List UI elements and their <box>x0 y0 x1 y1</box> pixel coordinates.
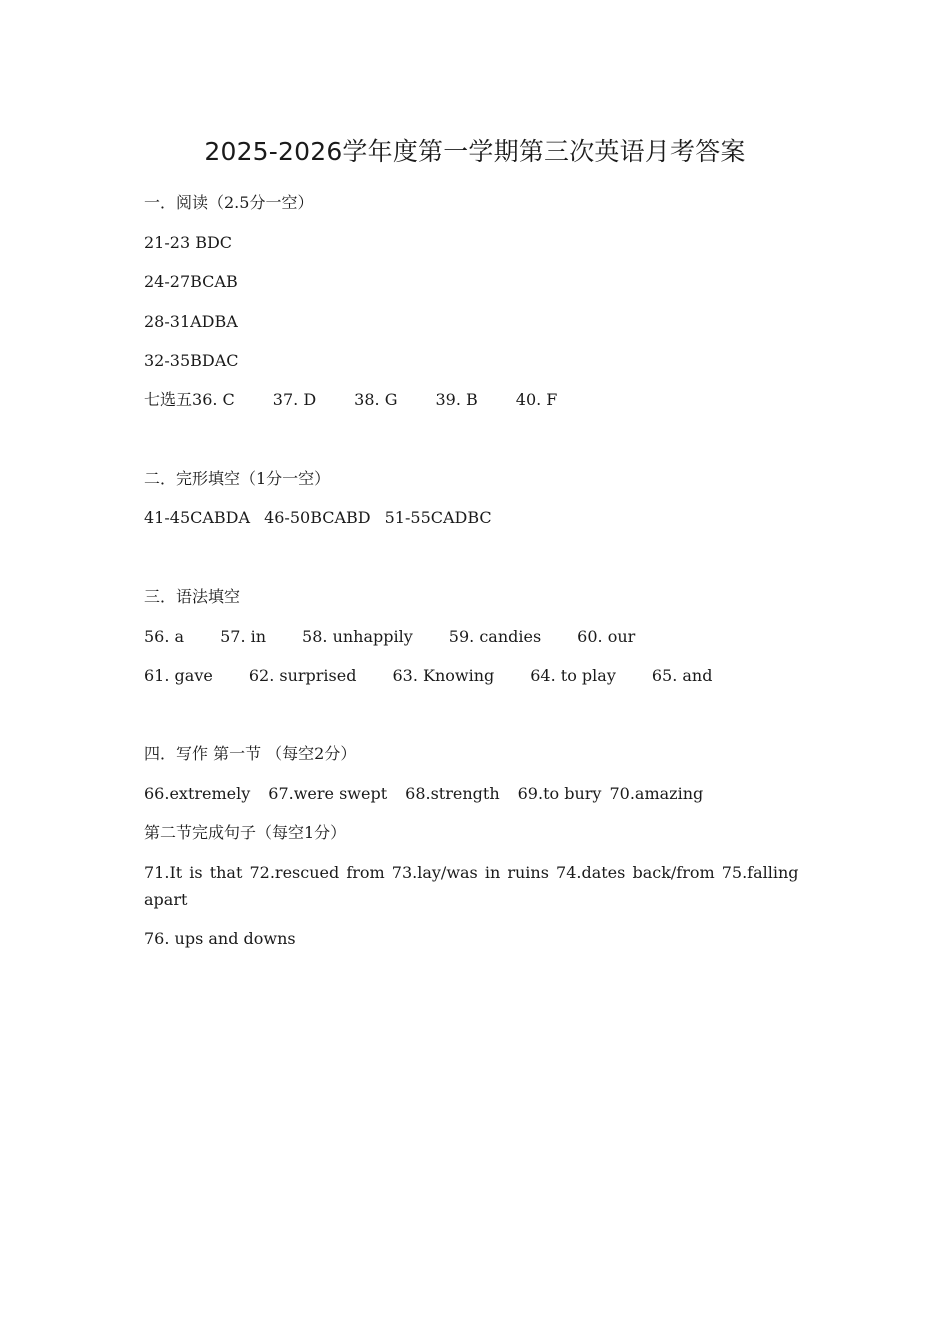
section4-heading: 四．写作 第一节 （每空2分） <box>144 744 357 763</box>
answer-item: 38. G <box>354 390 398 409</box>
answer-item: 59. candies <box>448 627 542 646</box>
answer-item: 46-50BCABD <box>264 508 371 527</box>
writing-part1-line <box>144 781 703 807</box>
answer-item: 64. to play <box>530 666 616 685</box>
section1-heading: 一．阅读（2.5分一空） <box>144 193 314 212</box>
reading-answer-line: 28-31ADBA <box>144 312 238 331</box>
answer-item: 51-55CADBC <box>384 508 492 527</box>
answer-item: 36. C <box>192 390 235 409</box>
cloze-answer-line <box>144 505 492 531</box>
answer-item: 37. D <box>272 390 317 409</box>
writing-part2-answers: 71.It is that 72.rescued from 73.lay/was in ruins 74.dates back/from 75.falling apart <box>144 863 799 909</box>
section3-heading: 三．语法填空 <box>144 587 241 606</box>
answer-item: 39. B <box>435 390 478 409</box>
answer-item: 40. F <box>515 390 558 409</box>
reading-answer-line: 32-35BDAC <box>144 351 239 370</box>
answer-item: 61. gave <box>144 666 213 685</box>
answer-item: 60. our <box>577 627 636 646</box>
answer-item: 56. a <box>144 627 185 646</box>
answer-item: 68.strength <box>405 784 500 803</box>
section2-heading: 二．完形填空（1分一空） <box>144 469 331 488</box>
seven-choose-five-line <box>144 387 557 413</box>
answer-item: 69.to bury <box>517 784 602 803</box>
answer-item: 70.amazing <box>609 784 704 803</box>
seven-choose-five-label: 七选五 <box>144 390 193 409</box>
grammar-answer-row <box>144 624 635 650</box>
writing-part2-heading: 第二节完成句子（每空1分） <box>144 823 347 842</box>
page-title: 2025-2026学年度第一学期第三次英语月考答案 <box>204 137 746 166</box>
answer-item: 58. unhappily <box>302 627 413 646</box>
answer-item: 65. and <box>651 666 713 685</box>
reading-answer-line: 21-23 BDC <box>144 233 233 252</box>
answer-item: 63. Knowing <box>392 666 495 685</box>
answer-item: 57. in <box>220 627 267 646</box>
answer-item: 66.extremely <box>144 784 251 803</box>
grammar-answer-row <box>144 663 712 689</box>
reading-answer-line: 24-27BCAB <box>144 272 238 291</box>
answer-item: 67.were swept <box>268 784 388 803</box>
writing-part2-last: 76. ups and downs <box>144 929 296 948</box>
answer-item: 62. surprised <box>248 666 357 685</box>
answer-item: 41-45CABDA <box>144 508 251 527</box>
